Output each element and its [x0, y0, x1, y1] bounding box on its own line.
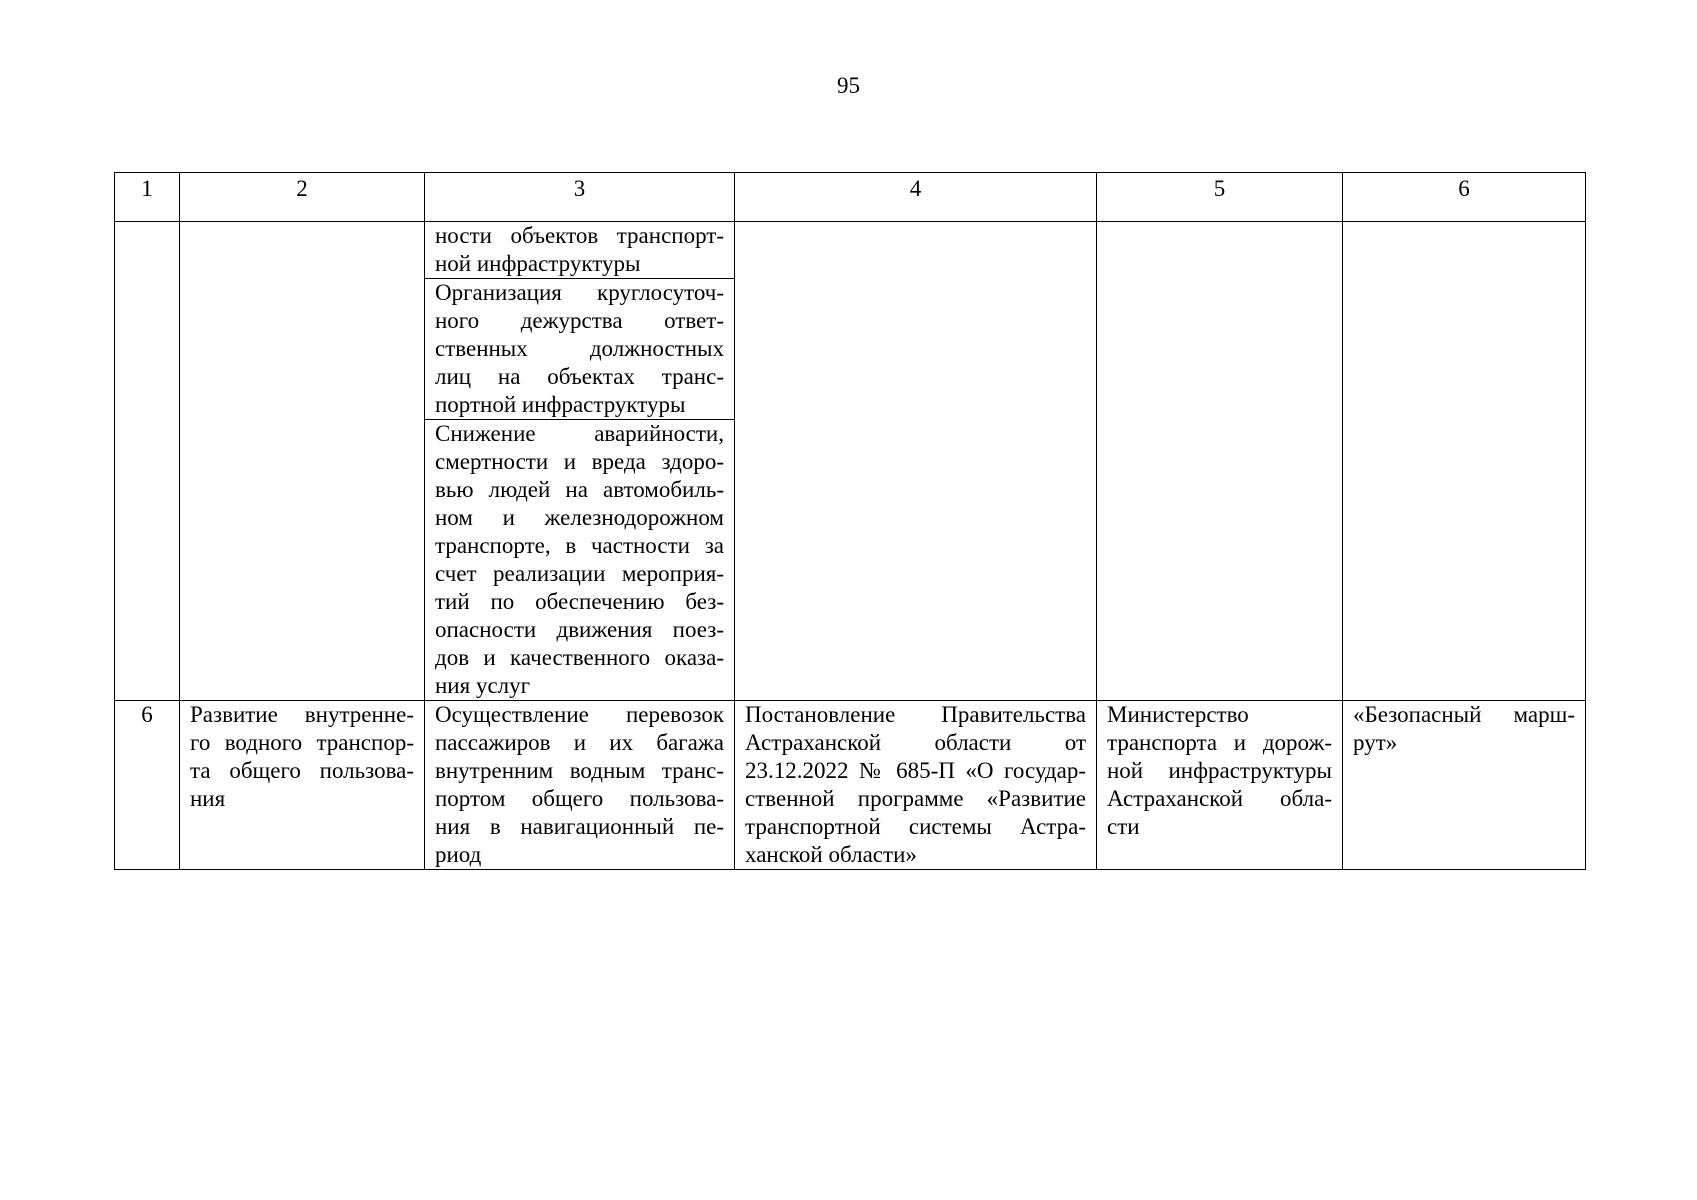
column-header-6: 6: [1343, 173, 1586, 222]
text-line: Министерство: [1107, 702, 1249, 727]
text-line: рут»: [1353, 730, 1398, 755]
text-line: ном и железнодорожном: [435, 505, 724, 530]
text-line: 23.12.2022 № 685-П «О государ-: [745, 758, 1086, 783]
text-line: ственной программе «Развитие: [745, 786, 1086, 811]
text-line: та общего пользова-: [190, 758, 414, 783]
cell-col2-empty: [180, 222, 425, 701]
table-row-continuation: [115, 222, 1586, 701]
table-row-6: [115, 701, 1586, 870]
column-header-4: 4: [735, 173, 1097, 222]
column-header-5: 5: [1097, 173, 1343, 222]
text-line: ной инфраструктуры: [1107, 758, 1332, 783]
cell-num-empty: [115, 222, 180, 701]
text-line: ного дежурства ответ-: [435, 308, 724, 333]
column-header-2: 2: [180, 173, 425, 222]
text-line: Развитие внутренне-: [190, 702, 414, 727]
cell-col6-empty: [1343, 222, 1586, 701]
text-line: ния услуг: [435, 673, 531, 698]
text-line: смертности и вреда здоро-: [435, 449, 724, 474]
text-line: Организация круглосуточ-: [435, 280, 724, 305]
text-line: го водного транспор-: [190, 730, 414, 755]
text-line: Снижение аварийности,: [435, 421, 724, 446]
program-table: [114, 172, 1586, 870]
text-line: дов и качественного оказа-: [435, 645, 724, 670]
cell-project: [1343, 701, 1586, 870]
cell-responsible: [1097, 701, 1343, 870]
text-line: Постановление Правительства: [745, 702, 1086, 727]
text-line: счет реализации мероприя-: [435, 561, 724, 586]
text-line: Астраханской обла-: [1107, 786, 1332, 811]
measure-item: [425, 222, 734, 279]
text-line: внутренним водным транс-: [435, 758, 724, 783]
text-line: риод: [435, 842, 482, 867]
text-line: «Безопасный марш-: [1353, 702, 1575, 727]
column-header-3: 3: [425, 173, 735, 222]
text-line: ния: [190, 786, 226, 811]
text-line: Осуществление перевозок: [435, 702, 724, 727]
text-line: ности объектов транспорт-: [435, 223, 724, 248]
cell-direction: [180, 701, 425, 870]
text-line: опасности движения поез-: [435, 617, 724, 642]
text-line: портом общего пользова-: [435, 786, 724, 811]
text-line: транспорта и дорож-: [1107, 730, 1332, 755]
cell-legal-act: [735, 701, 1097, 870]
text-line: транспортной системы Астра-: [745, 814, 1086, 839]
cell-col4-empty: [735, 222, 1097, 701]
text-line: лиц на объектах транс-: [435, 364, 724, 389]
column-header-1: 1: [115, 173, 180, 222]
measure-item: [425, 279, 734, 420]
text-line: портной инфраструктуры: [435, 392, 686, 417]
cell-measure: [425, 701, 735, 870]
column-number-row: [115, 173, 1586, 222]
text-line: транспорте, в частности за: [435, 533, 724, 558]
text-line: ственных должностных: [435, 336, 724, 361]
text-line: ханской области»: [745, 842, 917, 867]
text-line: сти: [1107, 814, 1140, 839]
text-line: вью людей на автомобиль-: [435, 477, 724, 502]
cell-col5-empty: [1097, 222, 1343, 701]
cell-col3-measures: [425, 222, 735, 701]
text-line: Астраханской области от: [745, 730, 1086, 755]
measure-item: [425, 420, 734, 700]
text-line: ной инфраструктуры: [435, 251, 641, 276]
page-number: 95: [837, 73, 860, 98]
row-number: 6: [115, 701, 180, 870]
text-line: тий по обеспечению без-: [435, 589, 724, 614]
text-line: ния в навигационный пе-: [435, 814, 724, 839]
text-line: пассажиров и их багажа: [435, 730, 724, 755]
